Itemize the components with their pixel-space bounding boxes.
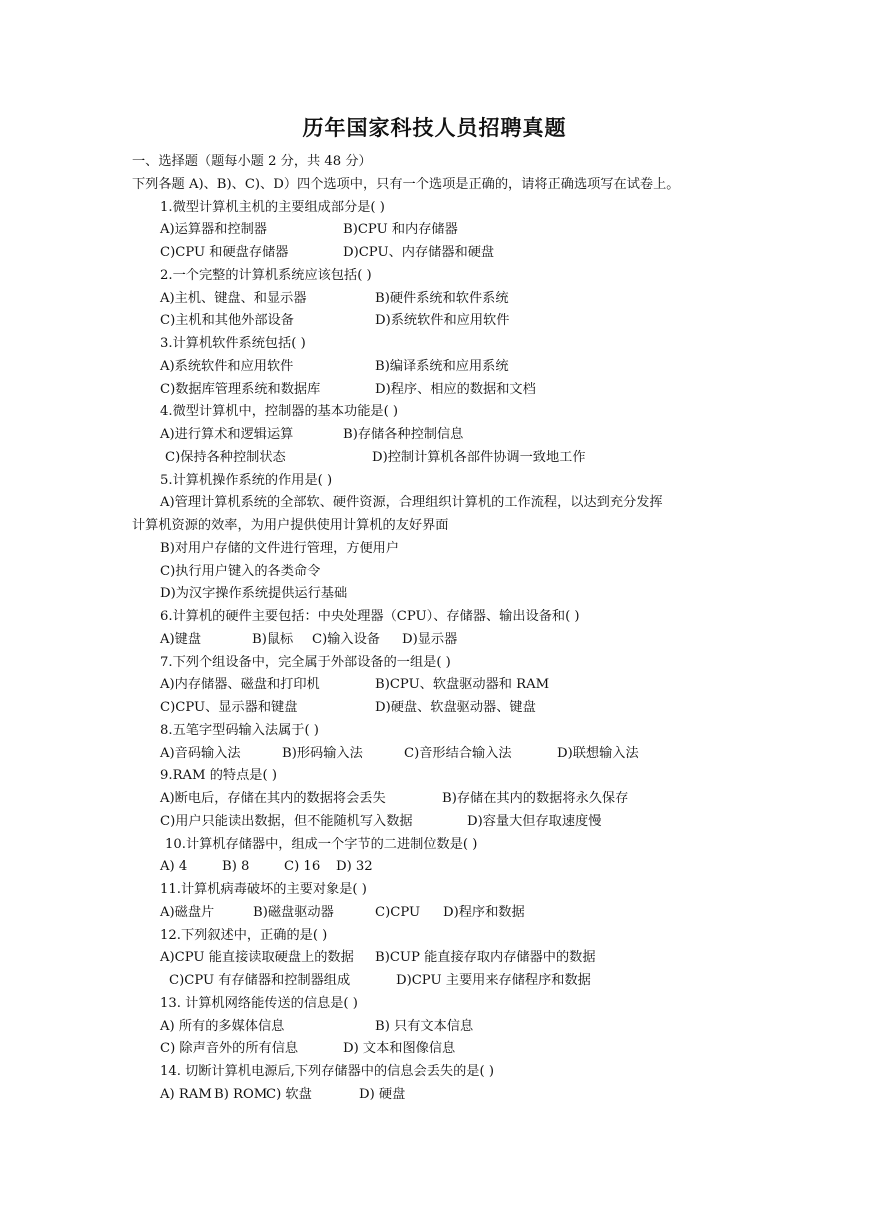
question-1-options-row-1 bbox=[132, 219, 752, 242]
question-1-option-c: C)CPU 和硬盘存储器 bbox=[160, 245, 289, 260]
question-13-options-row-1 bbox=[132, 1016, 752, 1039]
question-10-option-d: D) 32 bbox=[336, 859, 373, 875]
question-5-option-b: B)对用户存储的文件进行管理，方便用户 bbox=[160, 540, 400, 556]
question-2-options-row-1 bbox=[132, 288, 752, 311]
question-4-options-row-1 bbox=[132, 424, 752, 447]
question-11-option-d: D)程序和数据 bbox=[443, 904, 525, 920]
question-8-option-d: D)联想输入法 bbox=[557, 745, 639, 761]
question-13-option-b: B) 只有文本信息 bbox=[375, 1018, 474, 1034]
question-2-option-a: A)主机、键盘、和显示器 bbox=[160, 290, 307, 306]
question-5-option-a-line-1: A)管理计算机系统的全部软、硬件资源，合理组织计算机的工作流程，以达到充分发挥 bbox=[160, 495, 663, 511]
question-1-options-row-2 bbox=[132, 242, 752, 265]
question-12-option-b: B)CUP 能直接存取内存储器中的数据 bbox=[375, 950, 596, 966]
question-14-option-d: D) 硬盘 bbox=[359, 1086, 406, 1102]
question-14-options bbox=[132, 1084, 752, 1107]
question-7-options-row-1 bbox=[132, 674, 752, 697]
document-title: 历年国家科技人员招聘真题 bbox=[302, 115, 567, 140]
question-13-option-a: A) 所有的多媒体信息 bbox=[160, 1018, 285, 1034]
question-7-option-b: B)CPU、软盘驱动器和 RAM bbox=[375, 677, 550, 693]
question-7-option-d: D)硬盘、软盘驱动器、键盘 bbox=[375, 700, 536, 715]
question-3-option-c: C)数据库管理系统和数据库 bbox=[160, 381, 321, 397]
question-4-option-c: C)保持各种控制状态 bbox=[165, 449, 286, 465]
question-4-option-a: A)进行算术和逻辑运算 bbox=[160, 427, 294, 442]
question-12-option-d: D)CPU 主要用来存储程序和数据 bbox=[396, 973, 591, 988]
question-9-option-c: C)用户只能读出数据，但不能随机写入数据 bbox=[160, 813, 413, 829]
question-14-option-c: C) 软盘 bbox=[266, 1086, 312, 1102]
question-7-stem: 7.下列个组设备中，完全属于外部设备的一组是( ) bbox=[160, 654, 451, 670]
question-12-stem: 12.下列叙述中，正确的是( ) bbox=[160, 927, 328, 943]
question-12-options-row-1 bbox=[132, 947, 752, 970]
question-13-options-row-2 bbox=[132, 1038, 752, 1061]
question-7-option-c: C)CPU、显示器和键盘 bbox=[160, 700, 298, 715]
question-14-option-a: A) RAM bbox=[160, 1086, 212, 1102]
question-7-option-a: A)内存储器、磁盘和打印机 bbox=[160, 677, 320, 693]
question-12-option-c: C)CPU 有存储器和控制器组成 bbox=[169, 973, 351, 988]
question-1-option-a: A)运算器和控制器 bbox=[160, 222, 267, 238]
question-8-stem: 8.五笔字型码输入法属于( ) bbox=[160, 722, 319, 738]
question-11-option-c: C)CPU bbox=[375, 904, 421, 920]
exam-body bbox=[132, 151, 752, 1107]
question-9-option-d: D)容量大但存取速度慢 bbox=[467, 813, 602, 829]
section-instruction: 下列各题 A)、B)、C)、D）四个选项中，只有一个选项是正确的，请将正确选项写在试卷上。 bbox=[132, 176, 680, 192]
question-5-option-a-line-2: 计算机资源的效率，为用户提供使用计算机的友好界面 bbox=[132, 518, 449, 533]
question-14-stem: 14. 切断计算机电源后,下列存储器中的信息会丢失的是( ) bbox=[160, 1064, 494, 1079]
question-9-option-a: A)断电后，存储在其内的数据将会丢失 bbox=[160, 791, 386, 806]
question-9-options-row-2 bbox=[132, 811, 752, 834]
question-11-stem: 11.计算机病毒破坏的主要对象是( ) bbox=[160, 882, 367, 897]
question-14-option-b: B) ROM bbox=[214, 1086, 268, 1102]
question-4-options-row-2 bbox=[132, 447, 752, 470]
question-3-options-row-2 bbox=[132, 379, 752, 402]
question-10-stem: 10.计算机存储器中，组成一个字节的二进制位数是( ) bbox=[165, 836, 478, 852]
question-4-stem: 4.微型计算机中，控制器的基本功能是( ) bbox=[160, 404, 399, 420]
question-2-option-c: C)主机和其他外部设备 bbox=[160, 313, 294, 329]
question-13-stem: 13. 计算机网络能传送的信息是( ) bbox=[160, 995, 358, 1011]
question-3-option-b: B)编译系统和应用系统 bbox=[375, 358, 509, 374]
question-8-option-b: B)形码输入法 bbox=[282, 745, 363, 761]
question-6-stem: 6.计算机的硬件主要包括：中央处理器（CPU）、存储器、输出设备和( ) bbox=[160, 609, 580, 624]
question-11-option-a: A)磁盘片 bbox=[160, 904, 215, 920]
question-4-option-b: B)存储各种控制信息 bbox=[343, 427, 464, 442]
question-13-option-d: D) 文本和图像信息 bbox=[343, 1041, 456, 1057]
question-6-option-c: C)输入设备 bbox=[312, 631, 380, 647]
question-3-options-row-1 bbox=[132, 356, 752, 379]
question-9-options-row-1 bbox=[132, 788, 752, 811]
question-5-stem: 5.计算机操作系统的作用是( ) bbox=[160, 472, 333, 488]
question-1-option-b: B)CPU 和内存储器 bbox=[343, 222, 458, 238]
question-5-option-c: C)执行用户键入的各类命令 bbox=[160, 563, 321, 579]
question-3-option-d: D)程序、相应的数据和文档 bbox=[375, 381, 536, 397]
question-8-option-c: C)音形结合输入法 bbox=[404, 745, 512, 761]
question-4-option-d: D)控制计算机各部件协调一致地工作 bbox=[372, 449, 586, 465]
question-13-option-c: C) 除声音外的所有信息 bbox=[160, 1041, 299, 1057]
question-10-option-b: B) 8 bbox=[222, 859, 250, 875]
question-2-option-b: B)硬件系统和软件系统 bbox=[375, 290, 509, 306]
question-12-options-row-2 bbox=[132, 970, 752, 993]
question-8-options bbox=[132, 743, 752, 766]
question-3-stem: 3.计算机软件系统包括( ) bbox=[160, 336, 306, 351]
question-2-options-row-2 bbox=[132, 310, 752, 333]
question-11-options bbox=[132, 902, 752, 925]
question-11-option-b: B)磁盘驱动器 bbox=[253, 904, 334, 920]
question-1-option-d: D)CPU、内存储器和硬盘 bbox=[343, 245, 495, 260]
question-10-options bbox=[132, 856, 752, 879]
question-6-option-b: B)鼠标 bbox=[252, 631, 294, 647]
question-10-option-a: A) 4 bbox=[160, 859, 188, 875]
question-10-option-c: C) 16 bbox=[284, 859, 321, 875]
question-9-option-b: B)存储在其内的数据将永久保存 bbox=[442, 791, 629, 806]
question-7-options-row-2 bbox=[132, 697, 752, 720]
section-heading: 一、选择题（题每小题 2 分，共 48 分） bbox=[132, 154, 372, 169]
question-1-stem: 1.微型计算机主机的主要组成部分是( ) bbox=[160, 199, 385, 215]
question-6-option-d: D)显示器 bbox=[402, 631, 458, 647]
question-12-option-a: A)CPU 能直接读取硬盘上的数据 bbox=[160, 950, 354, 966]
question-5-option-d: D)为汉字操作系统提供运行基础 bbox=[160, 586, 348, 602]
question-3-option-a: A)系统软件和应用软件 bbox=[160, 358, 294, 374]
question-9-stem: 9.RAM 的特点是( ) bbox=[160, 768, 277, 784]
question-2-stem: 2.一个完整的计算机系统应该包括( ) bbox=[160, 267, 372, 283]
question-6-options bbox=[132, 629, 752, 652]
question-6-option-a: A)键盘 bbox=[160, 631, 202, 647]
question-8-option-a: A)音码输入法 bbox=[160, 745, 241, 761]
question-2-option-d: D)系统软件和应用软件 bbox=[375, 313, 510, 329]
